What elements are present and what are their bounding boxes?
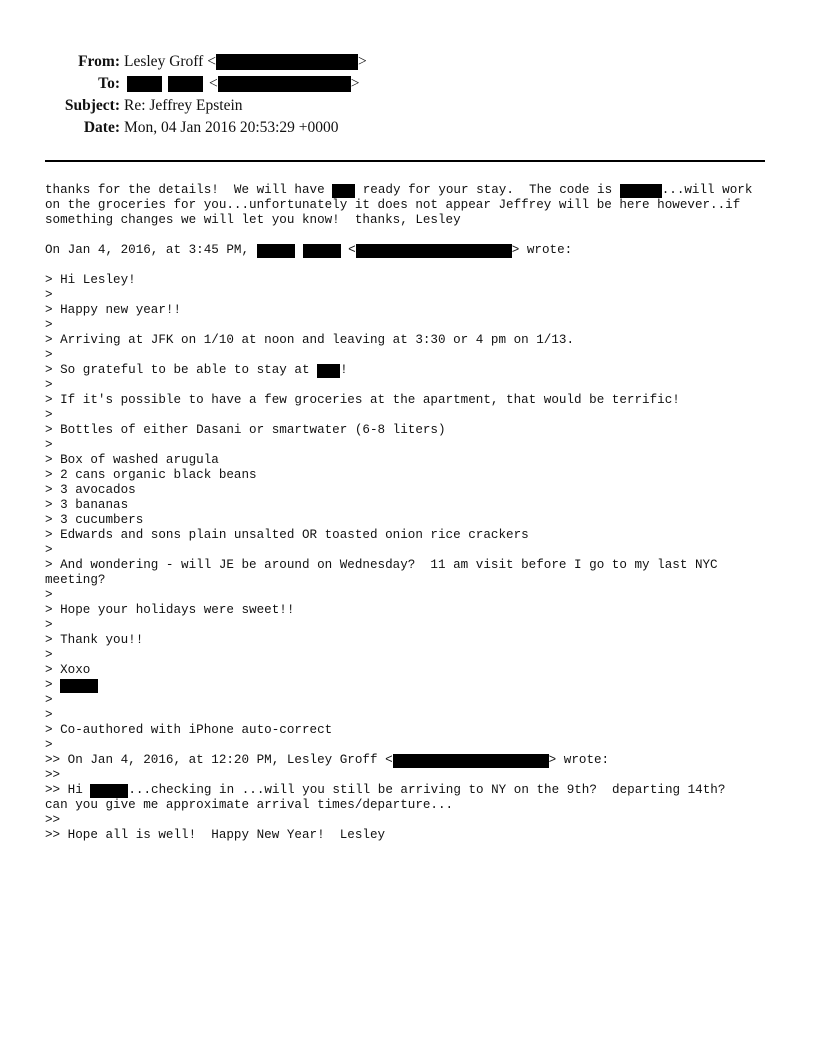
- body-text: >: [45, 708, 53, 722]
- to-label: To:: [98, 75, 120, 92]
- redaction-block: [303, 244, 341, 258]
- email-body: [45, 183, 785, 843]
- body-text: > wrote:: [511, 243, 573, 257]
- body-text: > 3 bananas: [45, 498, 129, 512]
- body-text: > Edwards and sons plain unsalted OR toasted onion rice crackers: [45, 528, 529, 542]
- body-text: > Co-authored with iPhone auto-correct: [45, 723, 333, 737]
- body-text: > 2 cans organic black beans: [45, 468, 257, 482]
- body-text: meeting?: [45, 573, 106, 587]
- quoted-line: [45, 708, 785, 723]
- body-text: On Jan 4, 2016, at 3:45 PM,: [45, 243, 257, 257]
- body-text: >> On Jan 4, 2016, at 12:20 PM, Lesley Groff <: [45, 753, 393, 767]
- body-text: >: [45, 588, 53, 602]
- body-text: >: [45, 648, 53, 662]
- body-text: >: [45, 348, 53, 362]
- body-text: >>: [45, 813, 61, 827]
- from-close: >: [357, 53, 367, 70]
- quoted-line: [45, 678, 785, 693]
- quoted-line: [45, 543, 785, 558]
- body-text: >: [45, 693, 53, 707]
- body-text: >: [45, 543, 53, 557]
- body-line: [45, 198, 785, 213]
- quoted-line: [45, 693, 785, 708]
- body-text: > 3 cucumbers: [45, 513, 144, 527]
- quoted-line: [45, 753, 785, 768]
- body-text: >: [45, 738, 53, 752]
- quoted-line: [45, 273, 785, 288]
- body-text: > Box of washed arugula: [45, 453, 219, 467]
- body-text: > Arriving at JFK on 1/10 at noon and leaving at 3:30 or 4 pm on 1/13.: [45, 333, 575, 347]
- body-text: on the groceries for you...unfortunately it does not appear Jeffrey will be here however..if: [45, 198, 741, 212]
- redaction-block: [60, 679, 98, 693]
- redaction-block: [127, 76, 162, 92]
- quoted-line: [45, 633, 785, 648]
- quoted-line: [45, 453, 785, 468]
- quoted-line: [45, 483, 785, 498]
- quoted-line: [45, 393, 785, 408]
- body-text: >> Hi: [45, 783, 91, 797]
- subject-value: Re: Jeffrey Epstein: [124, 97, 243, 114]
- body-text: ready for your stay. The code is: [355, 183, 620, 197]
- subject-label: Subject:: [64, 97, 120, 114]
- redaction-block: [218, 76, 351, 92]
- quoted-line: [45, 783, 785, 798]
- quoted-line: [45, 663, 785, 678]
- redaction-block: [90, 784, 128, 798]
- quoted-line: [45, 363, 785, 378]
- quoted-line: [45, 513, 785, 528]
- body-text: >>: [45, 768, 61, 782]
- body-text: ...will work: [661, 183, 753, 197]
- redaction-block: [257, 244, 295, 258]
- body-text: > wrote:: [548, 753, 610, 767]
- quoted-line: [45, 378, 785, 393]
- body-line: [45, 213, 785, 228]
- quoted-line: [45, 408, 785, 423]
- redaction-block: [356, 244, 512, 258]
- quoted-line: [45, 468, 785, 483]
- body-text: >> Hope all is well! Happy New Year! Lesley: [45, 828, 386, 842]
- body-text: >: [45, 408, 53, 422]
- quoted-line: [45, 303, 785, 318]
- to-open: <: [209, 75, 218, 92]
- quoted-line: [45, 318, 785, 333]
- body-text: >: [45, 618, 53, 632]
- from-label: From:: [78, 53, 120, 70]
- body-text: ...checking in ...will you still be arriving to NY on the 9th? departing 14th?: [128, 783, 726, 797]
- quoted-line: [45, 798, 785, 813]
- redaction-block: [393, 754, 549, 768]
- body-line: [45, 183, 785, 198]
- body-text: > Happy new year!!: [45, 303, 182, 317]
- body-text: > If it's possible to have a few groceries at the apartment, that would be terrific!: [45, 393, 680, 407]
- body-text: thanks for the details! We will have: [45, 183, 333, 197]
- body-text: > Thank you!!: [45, 633, 144, 647]
- body-text: > So grateful to be able to stay at: [45, 363, 318, 377]
- quoted-line: [45, 723, 785, 738]
- redaction-block: [620, 184, 662, 198]
- quoted-line: [45, 333, 785, 348]
- quoted-line: [45, 768, 785, 783]
- body-text: >: [45, 288, 53, 302]
- body-text: >: [45, 678, 61, 692]
- quoted-line: [45, 348, 785, 363]
- body-text: >: [45, 318, 53, 332]
- header-divider: [45, 160, 765, 162]
- quoted-line: [45, 618, 785, 633]
- quoted-line: [45, 813, 785, 828]
- quoted-line: [45, 573, 785, 588]
- reply-attribution: [45, 243, 785, 258]
- quoted-line: [45, 603, 785, 618]
- quoted-line: [45, 423, 785, 438]
- redaction-block: [216, 54, 358, 70]
- body-text: > And wondering - will JE be around on Wednesday? 11 am visit before I go to my last NYC: [45, 558, 718, 572]
- quoted-line: [45, 738, 785, 753]
- quoted-line: [45, 828, 785, 843]
- body-text: <: [340, 243, 356, 257]
- quoted-line: [45, 558, 785, 573]
- body-text: !: [340, 363, 348, 377]
- quoted-line: [45, 288, 785, 303]
- quoted-line: [45, 498, 785, 513]
- date-value: Mon, 04 Jan 2016 20:53:29 +0000: [124, 119, 339, 136]
- body-text: > Hi Lesley!: [45, 273, 136, 287]
- body-text: something changes we will let you know! thanks, Lesley: [45, 213, 461, 227]
- redaction-block: [317, 364, 340, 378]
- body-text: > 3 avocados: [45, 483, 136, 497]
- body-text: >: [45, 378, 53, 392]
- quoted-line: [45, 438, 785, 453]
- redaction-block: [168, 76, 203, 92]
- body-text: >: [45, 438, 53, 452]
- body-text: > Hope your holidays were sweet!!: [45, 603, 295, 617]
- body-text: can you give me approximate arrival times/departure...: [45, 798, 454, 812]
- body-text: > Bottles of either Dasani or smartwater (6-8 liters): [45, 423, 446, 437]
- from-name: Lesley Groff <: [124, 53, 216, 70]
- quoted-line: [45, 528, 785, 543]
- date-label: Date:: [83, 119, 120, 136]
- body-text: > Xoxo: [45, 663, 91, 677]
- redaction-block: [332, 184, 355, 198]
- quoted-line: [45, 588, 785, 603]
- quoted-line: [45, 648, 785, 663]
- to-close: >: [350, 75, 360, 92]
